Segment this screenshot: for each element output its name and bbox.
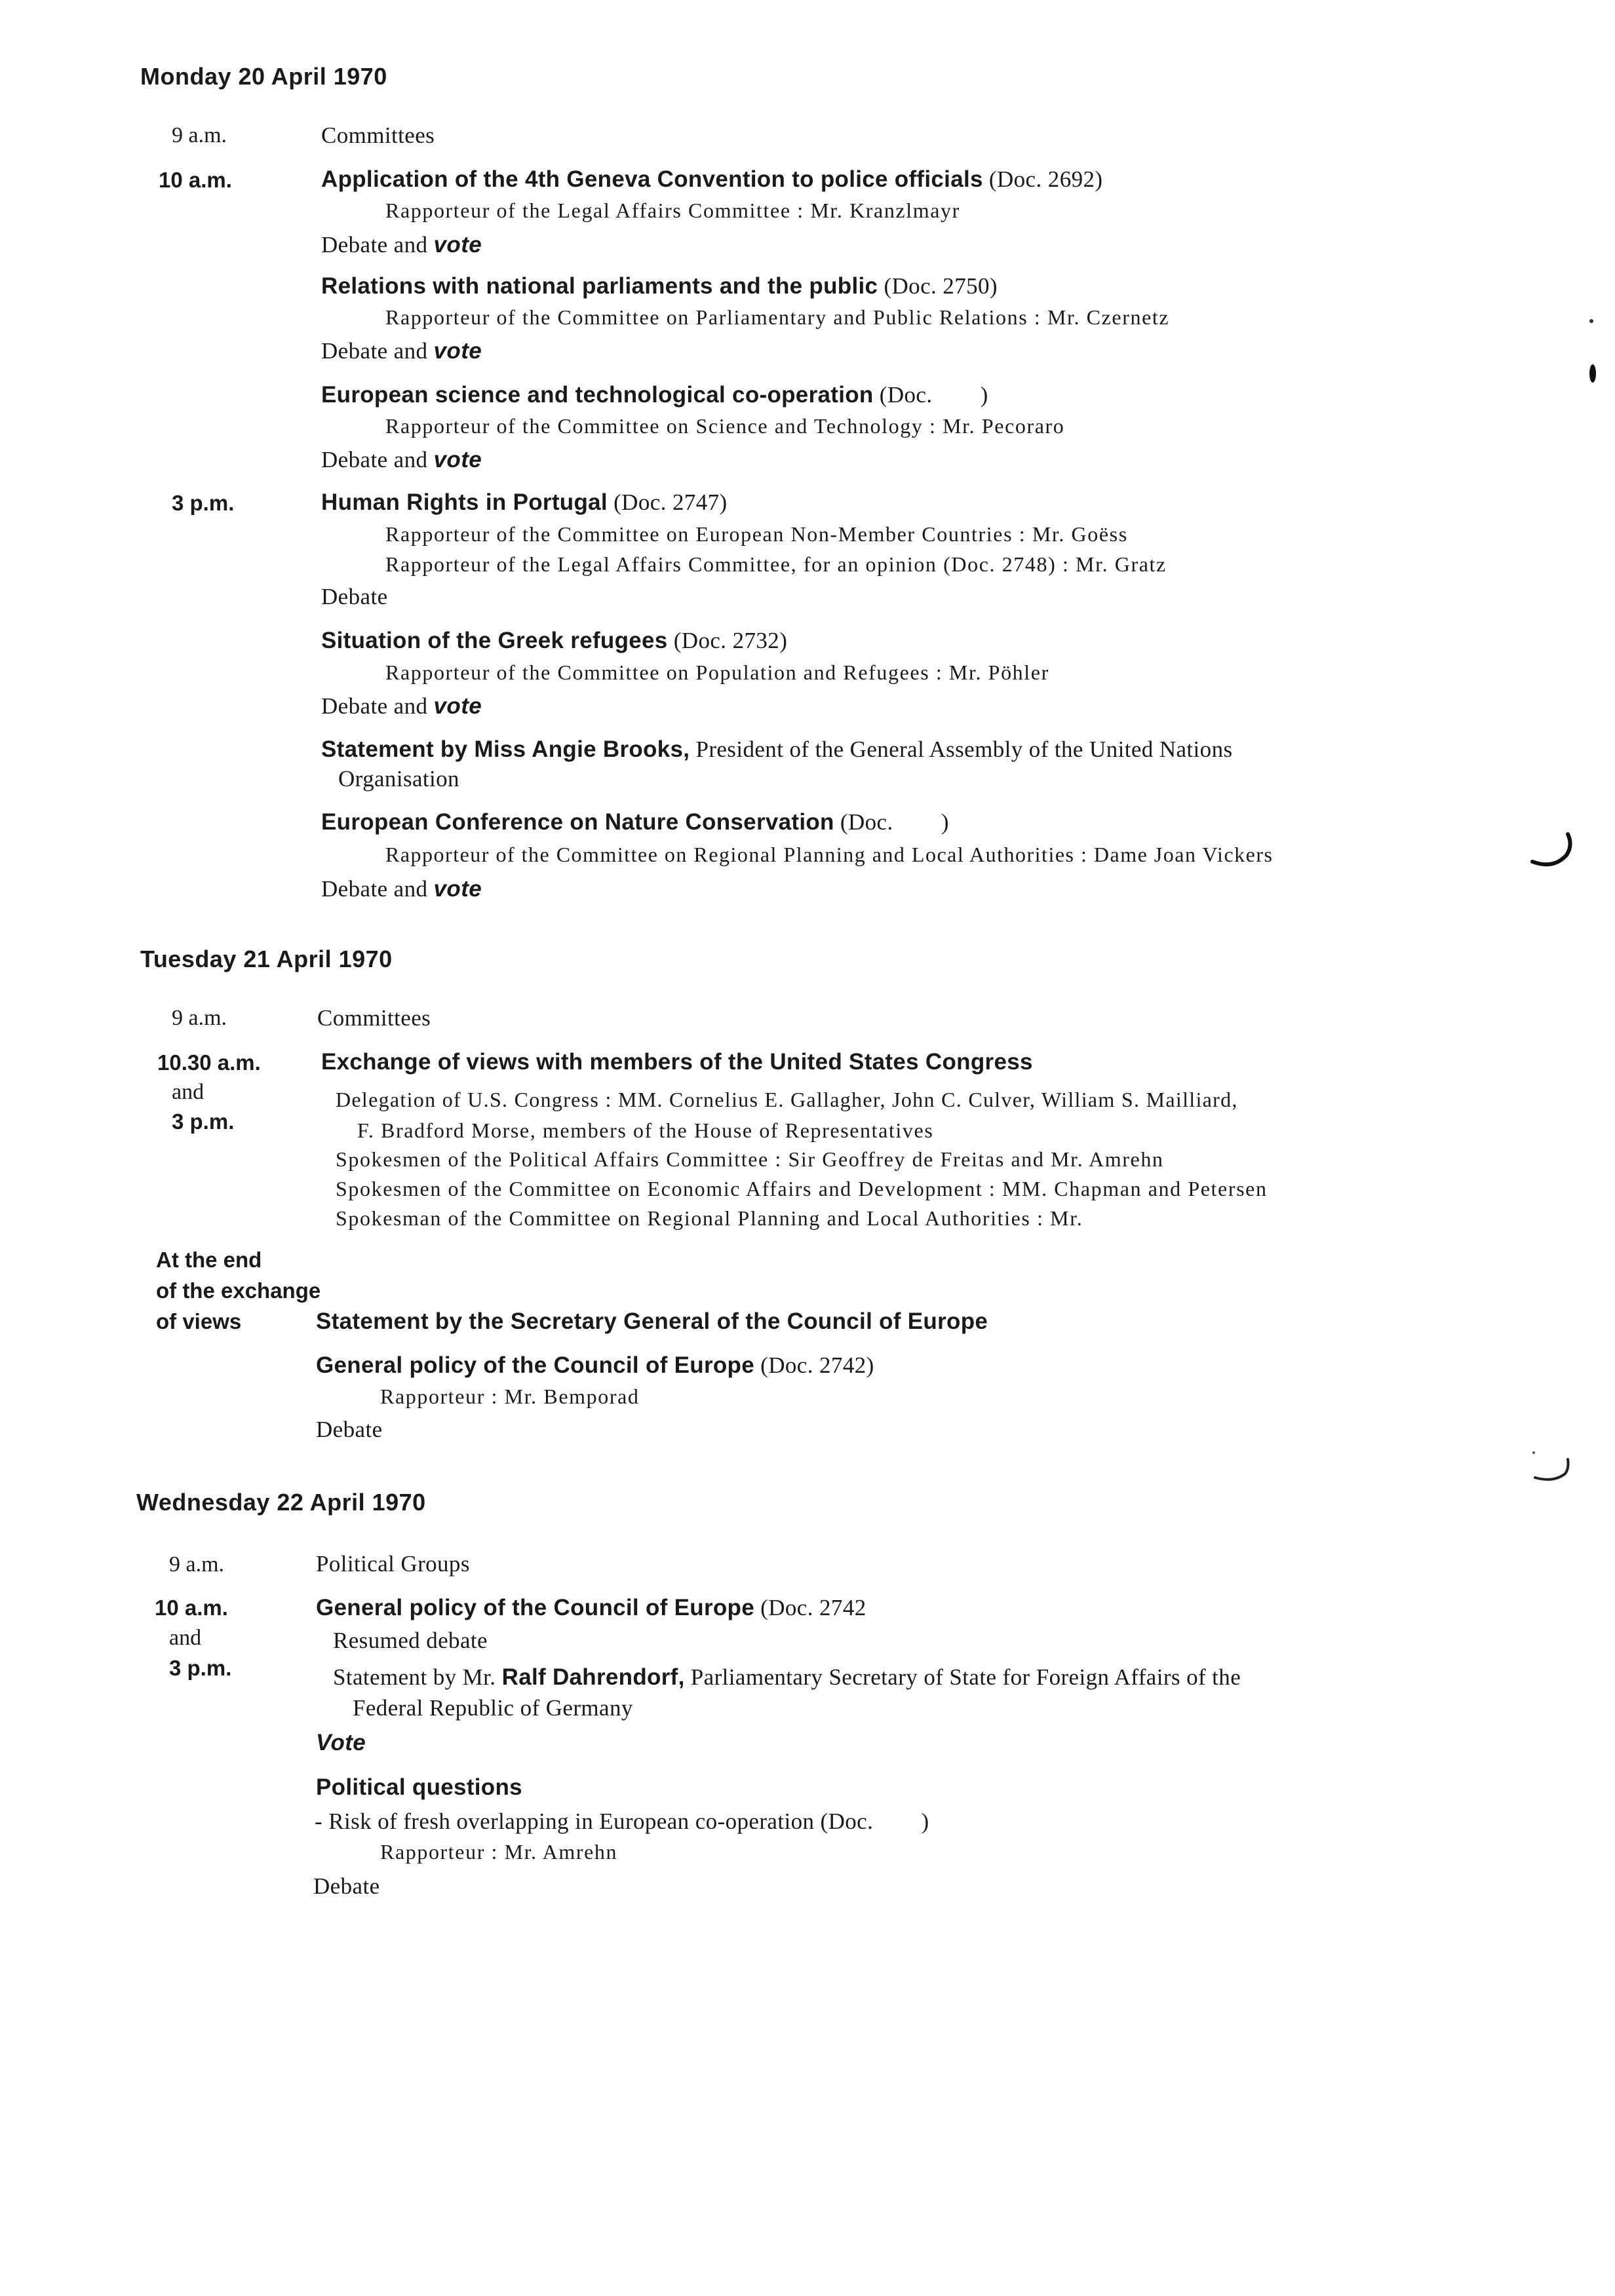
agenda-item-general-policy (316, 1350, 874, 1381)
doc-ref: (Doc. ) (840, 809, 949, 835)
scan-mark (1573, 315, 1599, 400)
spokesmen-line: Spokesman of the Committee on Regional Planning and Local Authorities : Mr. (336, 1206, 1083, 1230)
debate-line: Debate (316, 1417, 383, 1442)
statement-continuation: Federal Republic of Germany (353, 1695, 633, 1721)
debate-text: Debate and (321, 232, 428, 258)
time-label: 9 a.m. (172, 123, 227, 147)
scan-mark (1527, 829, 1580, 875)
statement-line (333, 1662, 1241, 1693)
time-label: of the exchange (156, 1278, 321, 1303)
debate-line (321, 691, 482, 721)
debate-line (321, 874, 482, 904)
rapporteur-line: Rapporteur : Mr. Amrehn (380, 1840, 618, 1864)
time-label: and (172, 1080, 204, 1104)
rapporteur-line: Rapporteur of the Legal Affairs Committee : Mr. Kranzlmayr (385, 199, 960, 222)
debate-line (321, 230, 482, 260)
time-label: of views (156, 1309, 242, 1333)
item-title: Statement by Miss Angie Brooks, (321, 737, 690, 762)
item-title: Political questions (316, 1774, 522, 1800)
delegation-line: Delegation of U.S. Congress : MM. Cornelius E. Gallagher, John C. Culver, William S. Mailliard, (336, 1088, 1238, 1111)
session-committees: Committees (321, 123, 435, 148)
time-label: 3 p.m. (169, 1656, 232, 1680)
time-label: 9 a.m. (172, 1006, 227, 1030)
item-title: European Conference on Nature Conservation (321, 809, 834, 835)
vote-text: vote (433, 876, 482, 902)
time-label: At the end (156, 1248, 262, 1272)
item-title: General policy of the Council of Europe (316, 1595, 754, 1620)
debate-line (321, 445, 482, 475)
delegation-line: F. Bradford Morse, members of the House of Representatives (357, 1119, 934, 1142)
agenda-item-greek-refugees (321, 626, 787, 656)
agenda-item-science (321, 380, 988, 410)
time-label: and (169, 1626, 202, 1650)
resumed-debate: Resumed debate (333, 1628, 488, 1653)
agenda-item-political-questions (316, 1772, 522, 1803)
time-label: 3 p.m. (172, 1109, 235, 1134)
time-label: 3 p.m. (172, 491, 235, 515)
doc-ref: (Doc. 2742) (760, 1352, 874, 1378)
time-label: 9 a.m. (169, 1552, 225, 1577)
agenda-item-brooks (321, 735, 1233, 765)
doc-ref: (Doc. 2747) (613, 489, 728, 515)
rapporteur-line: Rapporteur : Mr. Bemporad (380, 1385, 640, 1408)
doc-ref: (Doc. 2750) (884, 273, 998, 299)
agenda-item-parliaments (321, 271, 998, 301)
time-label: 10 a.m. (155, 1596, 228, 1620)
item-title: Relations with national parliaments and the public (321, 273, 878, 299)
item-continuation: Organisation (338, 766, 459, 792)
day-heading-monday: Monday 20 April 1970 (140, 63, 387, 90)
debate-text: Debate and (321, 693, 428, 719)
debate-line: Debate (313, 1873, 380, 1899)
session-committees: Committees (317, 1005, 431, 1031)
doc-ref: (Doc. ) (879, 382, 988, 408)
rapporteur-line: Rapporteur of the Committee on Regional Planning and Local Authorities : Dame Joan Vickers (385, 843, 1274, 866)
item-title: Statement by the Secretary General of the Council of Europe (316, 1309, 988, 1334)
item-title: Exchange of views with members of the United States Congress (321, 1049, 1033, 1075)
item-title: Human Rights in Portugal (321, 489, 608, 515)
speaker-name: Ralf Dahrendorf, (501, 1664, 685, 1690)
day-heading-tuesday: Tuesday 21 April 1970 (140, 946, 393, 972)
agenda-item-portugal (321, 488, 728, 518)
rapporteur-line: Rapporteur of the Legal Affairs Committee, for an opinion (Doc. 2748) : Mr. Gratz (385, 552, 1167, 576)
rapporteur-line: Rapporteur of the Committee on European Non-Member Countries : Mr. Goëss (385, 522, 1128, 546)
time-label: 10 a.m. (159, 168, 232, 192)
debate-line: Debate (321, 584, 388, 609)
doc-ref: (Doc. 2732) (673, 628, 788, 653)
vote-text: vote (433, 232, 482, 258)
item-title: Application of the 4th Geneva Convention to police officials (321, 166, 983, 192)
statement-prefix: Statement by Mr. (333, 1664, 496, 1690)
spokesmen-line: Spokesmen of the Committee on Economic Affairs and Development : MM. Chapman and Petersen (336, 1177, 1268, 1200)
session-political-groups: Political Groups (316, 1551, 470, 1577)
scan-mark (1527, 1445, 1580, 1491)
vote-line (316, 1728, 366, 1758)
rapporteur-line: Rapporteur of the Committee on Science and Technology : Mr. Pecoraro (385, 414, 1065, 438)
item-title: General policy of the Council of Europe (316, 1352, 754, 1378)
statement-rest: Parliamentary Secretary of State for Foreign Affairs of the (690, 1664, 1241, 1690)
rapporteur-line: Rapporteur of the Committee on Parliamentary and Public Relations : Mr. Czernetz (385, 305, 1170, 329)
debate-text: Debate and (321, 876, 428, 902)
item-title: European science and technological co-operation (321, 382, 874, 408)
vote-text: vote (433, 338, 482, 364)
debate-text: Debate and (321, 447, 428, 472)
doc-ref: (Doc. 2692) (988, 166, 1103, 192)
vote-text: Vote (316, 1730, 366, 1755)
vote-text: vote (433, 693, 482, 719)
day-heading-wednesday: Wednesday 22 April 1970 (136, 1489, 426, 1516)
doc-ref: (Doc. 2742 (760, 1595, 866, 1620)
vote-text: vote (433, 447, 482, 472)
sub-item-overlapping: - Risk of fresh overlapping in European co-operation (Doc. ) (315, 1808, 929, 1834)
debate-line (321, 336, 482, 366)
rapporteur-line: Rapporteur of the Committee on Population and Refugees : Mr. Pöhler (385, 660, 1049, 684)
spokesmen-line: Spokesmen of the Political Affairs Committee : Sir Geoffrey de Freitas and Mr. Amrehn (336, 1147, 1164, 1171)
time-label: 10.30 a.m. (157, 1050, 261, 1075)
agenda-item-geneva (321, 164, 1102, 195)
debate-text: Debate and (321, 338, 428, 364)
item-title: Situation of the Greek refugees (321, 628, 668, 653)
agenda-item-secretary-general (316, 1307, 988, 1337)
agenda-item-general-policy (316, 1593, 866, 1623)
item-text: President of the General Assembly of the United Nations (695, 737, 1233, 762)
agenda-item-nature (321, 807, 949, 837)
agenda-item-congress (321, 1047, 1033, 1077)
